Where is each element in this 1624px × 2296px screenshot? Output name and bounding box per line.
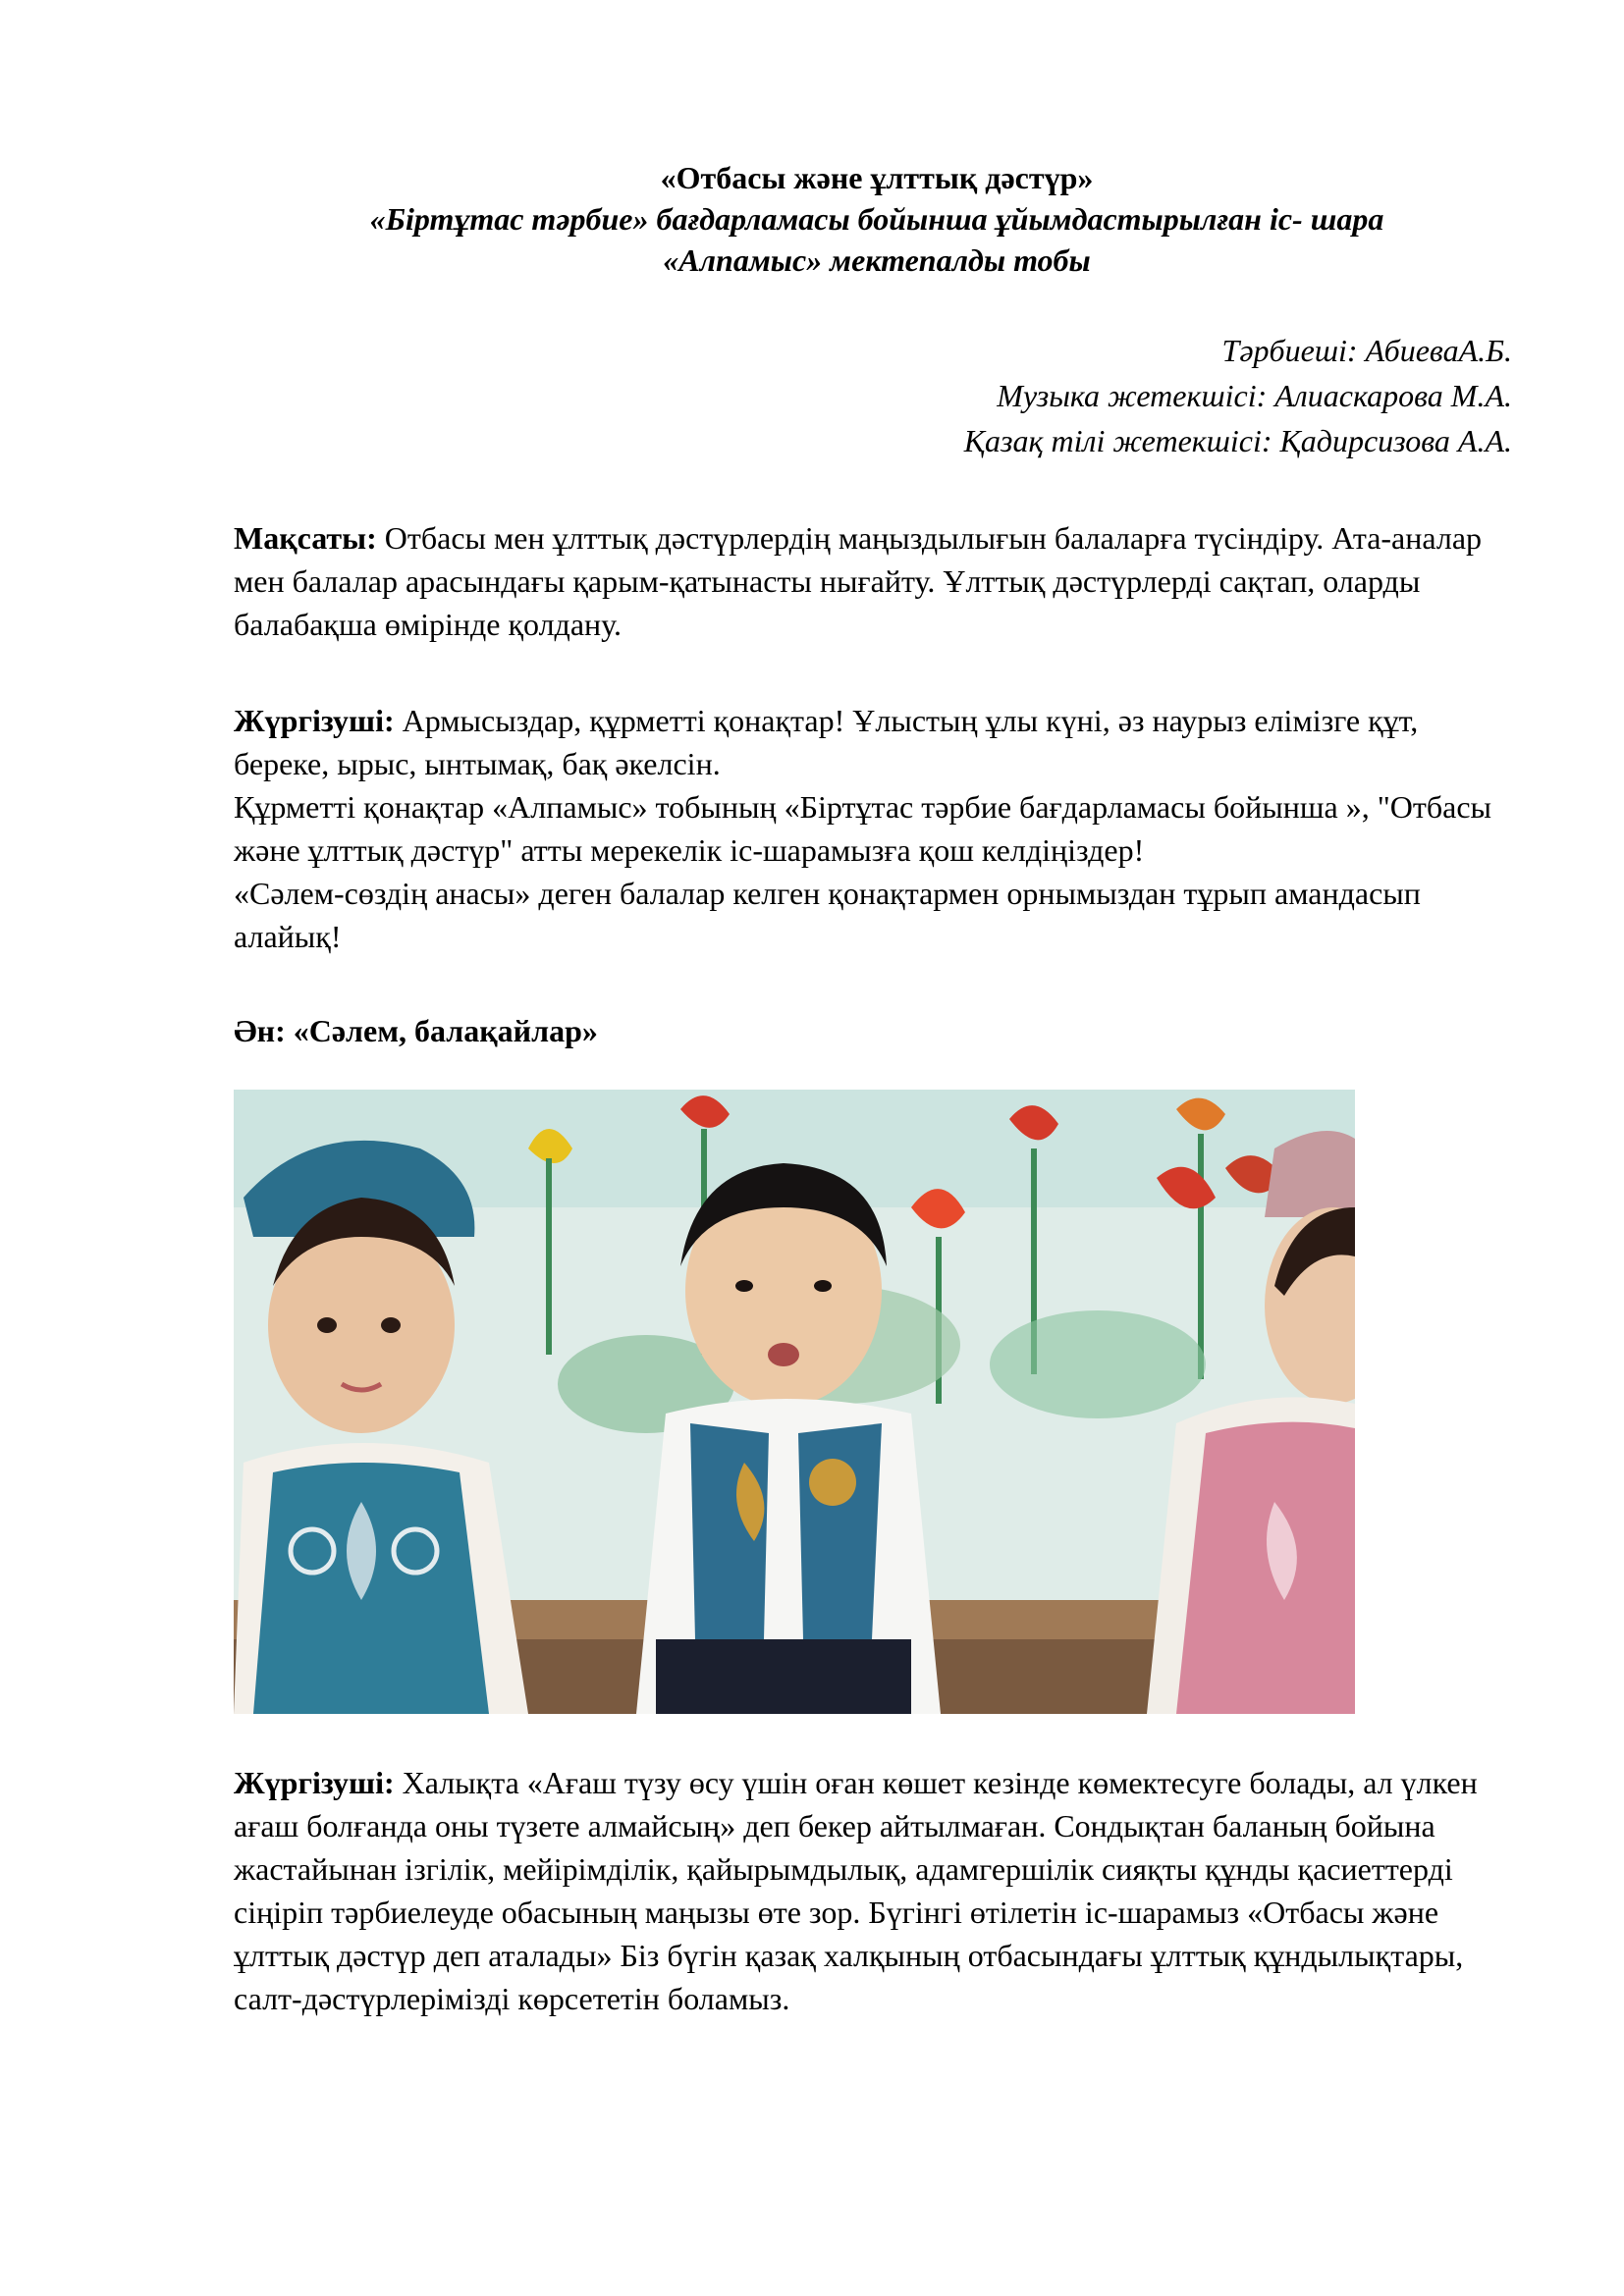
children-photo — [234, 1090, 1355, 1714]
host-label-2: Жүргізуші: — [234, 1765, 395, 1800]
song-title: Ән: «Сәлем, балақайлар» — [234, 1013, 598, 1048]
host-intro-block — [234, 699, 1520, 958]
host-tradition-paragraph — [234, 1761, 1520, 2020]
staff-music-director: Музыка жетекшісі: Алиаскарова М.А. — [997, 378, 1512, 413]
host-greeting-text: Армысыздар, құрметті қонақтар! Ұлыстың ұлы күні, әз наурыз елімізге құт, береке, ырыс, ынтымақ, бақ әкелсін. — [234, 703, 1419, 781]
host-welcome-paragraph: Құрметті қонақтар «Алпамыс» тобының «Біртұтас тәрбие бағдарламасы бойынша », "Отбасы және ұлттық дәстүр" атты мерекелік іс-шарамызға қош келдіңіздер! — [234, 789, 1492, 868]
purpose-text: Отбасы мен ұлттық дәстүрлердің маңыздылығын балаларға түсіндіру. Ата-аналар мен балалар арасындағы қарым-қатынасты нығайту. Ұлттық дәстүрлерді сақтап, оларды балабақша өмірінде қолдану. — [234, 520, 1483, 642]
host-tradition-text: Халықта «Ағаш түзу өсу үшін оған көшет кезінде көмектесуге болады, ал үлкен ағаш болғанда оны түзете алмайсың» деп бекер айтылмаған. Сондықтан баланың бойына жастайынан ізгілік, мейірімділік, қайырымдылық, адамгершілік сияқты құнды қасиеттерді сіңіріп тәрбиелеуде обасының маңызы өте зор. Бүгінгі өтілетін іс-шарамыз «Отбасы және ұлттық дәстүр деп аталады» Біз бүгін қазақ халқының отбасындағы ұлттық құндылықтары, салт-дәстүрлерімізді көрсететін боламыз. — [234, 1765, 1478, 2016]
staff-list — [234, 328, 1520, 463]
children-photo-illustration — [234, 1090, 1355, 1714]
purpose-label: Мақсаты: — [234, 520, 377, 556]
host-salem-paragraph: «Сәлем-сөздің анасы» деген балалар келген қонақтармен орнымыздан тұрып амандасып алайық! — [234, 876, 1421, 954]
staff-kazakh-teacher: Қазақ тілі жетекшісі: Қадирсизова А.А. — [963, 423, 1512, 458]
purpose-paragraph — [234, 516, 1520, 646]
document-title: «Отбасы және ұлттық дәстүр» — [660, 160, 1094, 195]
document-subtitle-group: «Алпамыс» мектепалды тобы — [663, 242, 1091, 278]
document-subtitle-program: «Біртұтас тәрбие» бағдарламасы бойынша ұйымдастырылған іс- шара — [369, 201, 1384, 237]
staff-teacher: Тәрбиеші: АбиеваА.Б. — [1221, 333, 1512, 368]
document-page — [234, 157, 1520, 2020]
host-label: Жүргізуші: — [234, 703, 395, 738]
host-greeting-paragraph — [234, 699, 1520, 785]
